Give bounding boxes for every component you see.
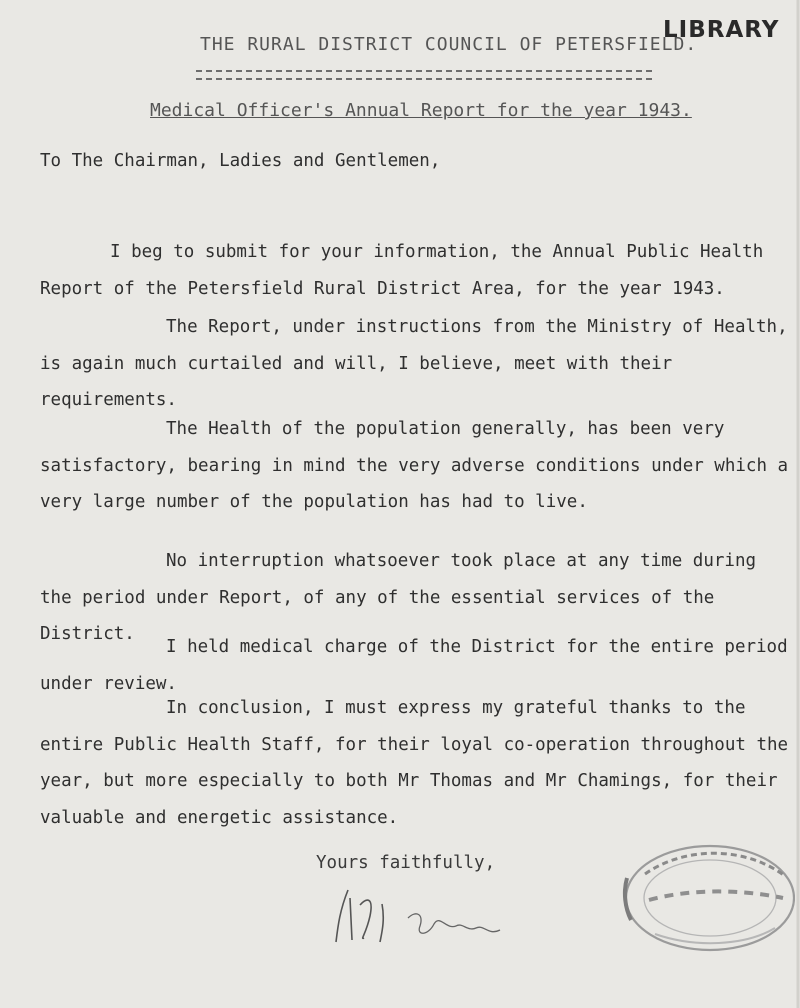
paragraph-1 [40,234,790,307]
paragraph-6-text: In conclusion, I must express my grateful thanks to the entire Public Health Staff, for their loyal co-operation throughout the year, but more especially to both Mr Thomas and Mr Chamings, for their valuable and energetic assistance. [40,698,789,828]
library-seal [615,838,795,958]
paragraph-4-text: No interruption whatsoever took place at any time during the period under Report, of any of the essential services of the District. [40,551,757,644]
paragraph-5-text: I held medical charge of the District for the entire period under review. [40,637,788,694]
closing-line: Yours faithfully, [316,853,496,873]
paragraph-6 [40,690,790,836]
salutation: To The Chairman, Ladies and Gentlemen, [40,151,441,171]
library-stamp: LIBRARY [663,17,780,43]
report-title: Medical Officer's Annual Report for the year 1943. [150,100,692,121]
paragraph-2 [40,309,790,419]
handwritten-signature [330,880,560,950]
council-heading: THE RURAL DISTRICT COUNCIL OF PETERSFIELD. [200,34,698,55]
heading-rule [196,70,652,80]
paragraph-2-text: The Report, under instructions from the Ministry of Health, is again much curtailed and will, I believe, meet with their requirements. [40,317,788,410]
paragraph-1-text: I beg to submit for your information, the Annual Public Health Report of the Petersfield Rural District Area, for the year 1943. [40,242,764,299]
paragraph-3 [40,411,790,521]
page-edge [786,0,800,1008]
paragraph-3-text: The Health of the population generally, has been very satisfactory, bearing in mind the very adverse conditions under which a very large number of the population has had to live. [40,419,789,512]
